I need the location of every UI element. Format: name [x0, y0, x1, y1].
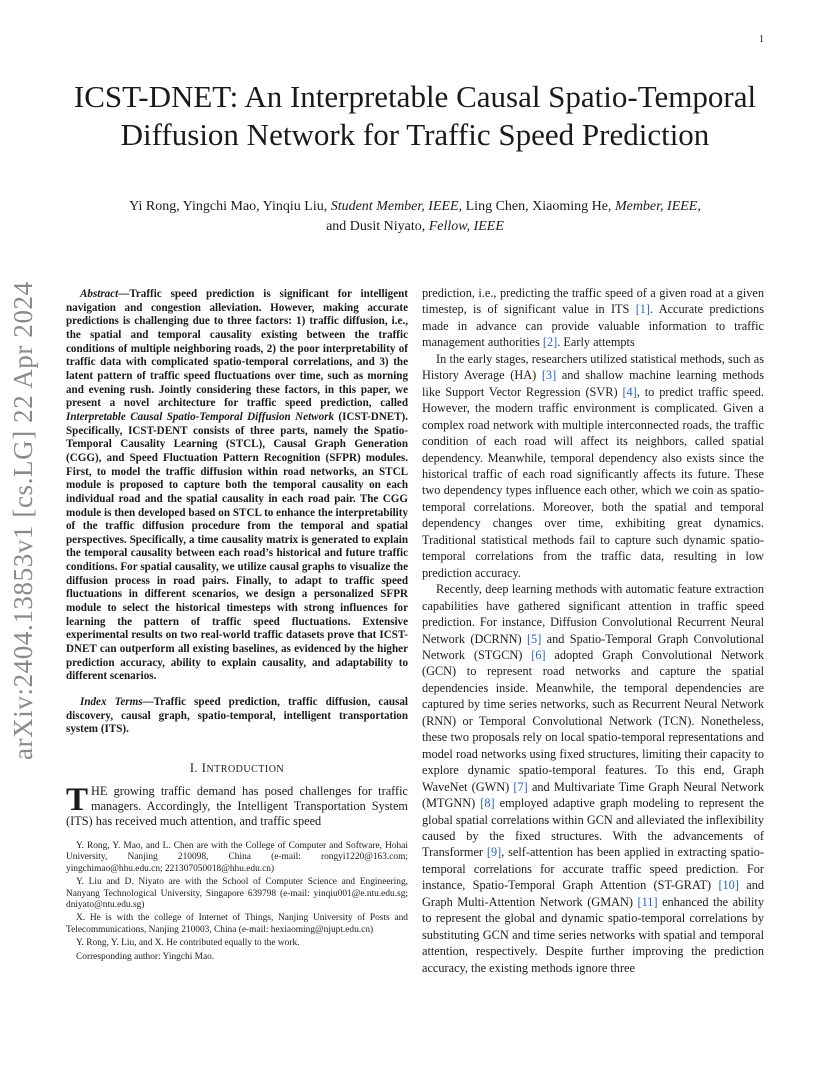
authors-role-student: Student Member, IEEE	[330, 199, 459, 214]
section-heading	[66, 761, 408, 776]
index-terms-lead: Index Terms	[80, 696, 143, 709]
text-run: and shallow machine learning methods like Support Vector Regression (SVR)	[422, 368, 764, 399]
abstract	[66, 288, 408, 684]
authors-line1-pre: Yi Rong, Yingchi Mao, Yinqiu Liu,	[129, 199, 331, 214]
citation-link[interactable]: [7]	[513, 779, 528, 794]
left-column	[66, 288, 408, 965]
citation-link[interactable]: [4]	[622, 384, 637, 399]
index-terms	[66, 696, 408, 737]
text-run: , to predict traffic speed. However, the modern traffic environment is complicated. Given a complex road network with multiple interconnected roads, the traffic condition of each road will affect its neighbors, called spatial dependency. Meanwhile, temporal dependency also exists since the historical traffic of each road significantly affects its future. These two dependency types influence each other, which we coin as spatio-temporal correlations. Moreover, both the spatial and temporal dependency changes over time, exhibiting great dynamics. Traditional statistical methods fail to capture such dynamic spatio-temporal correlations from the traffic data, resulting in low prediction accuracy.	[422, 384, 764, 580]
arxiv-stamp: arXiv:2404.13853v1 [cs.LG] 22 Apr 2024	[8, 281, 38, 760]
citation-link[interactable]: [2]	[542, 335, 558, 350]
authors-line1-mid: , Ling Chen, Xiaoming He,	[458, 199, 615, 214]
footnote: Y. Liu and D. Niyato are with the School of Computer Science and Engineering, Nanyang Technological University, Singapore 639798 (e-mail: yinqiu001@e.ntu.edu.sg; dniyato@ntu.edu.sg)	[66, 877, 408, 911]
text-run: . Accurate predictions made in advance can provide valuable information to traffic management authorities	[422, 302, 764, 350]
section-title-rest: NTRODUCTION	[206, 764, 285, 775]
intro-text: HE growing traffic demand has posed challenges for traffic managers. Accordingly, the Intelligent Transportation System (ITS) has received much attention, and traffic speed	[66, 784, 408, 828]
citation-link[interactable]: [11]	[637, 894, 658, 909]
right-column	[422, 285, 764, 976]
citation-link[interactable]: [9]	[486, 845, 502, 860]
citation-link[interactable]: [6]	[531, 647, 546, 662]
citation-link[interactable]: [10]	[718, 878, 739, 893]
page-number: 1	[759, 34, 764, 45]
footnote: Corresponding author: Yingchi Mao.	[76, 951, 215, 962]
text-run: and Graph Multi-Attention Network (GMAN)	[422, 878, 764, 909]
text-run: Recently, deep learning methods with automatic feature extraction capabilities have gathered significant attention in traffic speed prediction. For instance, Diffusion Convolutional Recurrent Neural Network (DCRNN)	[422, 582, 764, 646]
authors-role-member: Member, IEEE	[614, 199, 698, 214]
section-title-cap: I	[201, 761, 207, 775]
text-run: In the early stages, researchers utilized statistical methods, such as History Average (HA)	[422, 351, 764, 383]
footnote: Y. Rong, Y. Mao, and L. Chen are with the College of Computer and Software, Hohai University, Nanjing 210098, China (e-mail: rongyi1220@163.com; yingchimao@hhu.edu.cn; 221307050018@hhu.edu.cn)	[66, 841, 408, 874]
abstract-text-2: (ICST-DNET). Specifically, ICST-DENT consists of three parts, namely the Spatio-Temporal Causality Learning (STCL), Causal Graph Generation (CGG), and Speed Fluctuation Pattern Recognition (SFPR) modules. First, to model the traffic diffusion within road networks, an STCL module is proposed to capture both the temporal causality on each individual road and the spatial causality in each road pair. The CGG module is then developed based on STCL to enhance the interpretability of the traffic diffusion procedure from the temporal and spatial perspectives. Specifically, a time causality matrix is generated to explain the temporal causality between each road’s historical and future traffic conditions. For spatial causality, we utilize causal graphs to visualize the diffusion process in road pairs. Finally, to adapt to traffic speed fluctuations in different scenarios, we design a personalized SFPR module to select the historical timesteps with strong influences for learning the pattern of traffic speed fluctuations. Extensive experimental results on two real-world traffic datasets prove that ICST-DNET can outperform all existing baselines, as evidenced by the higher prediction accuracy, ability to explain causality, and adaptability to different scenarios.	[66, 410, 408, 683]
footnotes	[66, 841, 408, 963]
text-run: enhanced the ability to represent the global and dynamic spatio-temporal correlations by substituting GCN and time series networks with spatial and temporal attention, respectively. Despite further improving the prediction accuracy, the existing methods ignore three	[422, 894, 764, 975]
text-run: and Spatio-Temporal Graph Convolutional Network (STGCN)	[422, 631, 764, 662]
abstract-lead: Abstract	[80, 288, 119, 300]
footnote: X. He is with the college of Internet of Things, Nanjing University of Posts and Telecommunications, Nanjing 210003, China (e-mail: hexiaoming@njupt.edu.cn)	[66, 913, 408, 935]
footnote: Y. Rong, Y. Liu, and X. He contributed equally to the work.	[76, 938, 300, 949]
drop-cap: T	[66, 782, 89, 818]
text-run: . Early attempts	[557, 335, 635, 350]
citation-link[interactable]: [8]	[480, 796, 495, 811]
citation-link[interactable]: [1]	[635, 302, 651, 317]
abstract-text-1: —Traffic speed prediction is significant for intelligent navigation and congestion alleviation. However, making accurate predictions is challenging due to three factors: 1) traffic diffusion, i.e., the spatial and temporal causality existing between the traffic conditions of multiple neighboring roads, 2) the poor interpretability of traffic data with complicated spatio-temporal correlations, and 3) the latent pattern of traffic speed fluctuations over time, such as morning and evening rush. Jointly considering these factors, in this paper, we present a novel architecture for traffic speed prediction, called	[66, 288, 408, 410]
citation-link[interactable]: [5]	[526, 631, 542, 646]
body-paragraph-3	[422, 581, 764, 976]
index-terms-text: —Traffic speed prediction, traffic diffusion, causal discovery, causal graph, spatio-temporal, intelligent transportation system (ITS).	[66, 696, 408, 736]
authors-line2-pre: and Dusit Niyato,	[326, 219, 429, 234]
text-run: prediction, i.e., predicting the traffic speed of a given road at a given timestep, is of significant value in ITS	[422, 286, 764, 317]
body-paragraph-2	[422, 351, 764, 581]
author-list	[70, 197, 760, 237]
citation-link[interactable]: [3]	[541, 368, 557, 383]
authors-role-fellow: Fellow, IEEE	[428, 219, 504, 234]
text-run: adopted Graph Convolutional Network (GCN) to represent road networks and capture the spatial dependencies inside. Meanwhile, the temporal dependencies are captured by time series networks, such as Recurrent Neural Network (RNN) or Temporal Convolutional Network (TCN). Nonetheless, these two proposals rely on local spatio-temporal representations and model road networks using fixed structures, limiting their capacity to explore dynamic spatio-temporal features. To this end, Graph WaveNet (GWN)	[422, 647, 764, 794]
intro-paragraph	[66, 784, 408, 829]
body-paragraph-1	[422, 285, 764, 351]
text-run: , self-attention has been applied in extracting spatio-temporal correlations for accurate traffic speed prediction. For instance, Spatio-Temporal Graph Attention (ST-GRAT)	[422, 845, 764, 893]
abstract-model-name: Interpretable Causal Spatio-Temporal Diffusion Network	[66, 410, 334, 423]
section-numeral: I.	[189, 761, 202, 775]
authors-line1-post: ,	[697, 199, 701, 214]
text-run: employed adaptive graph modeling to represent the global spatial correlations within GCN and alleviated the inflexibility caused by the fixed structures. With the advancements of Transformer	[422, 796, 764, 860]
paper-title: ICST-DNET: An Interpretable Causal Spatio-Temporal Diffusion Network for Traffic Speed Prediction	[73, 79, 757, 152]
text-run: and Multivariate Time Graph Neural Network (MTGNN)	[422, 779, 764, 811]
